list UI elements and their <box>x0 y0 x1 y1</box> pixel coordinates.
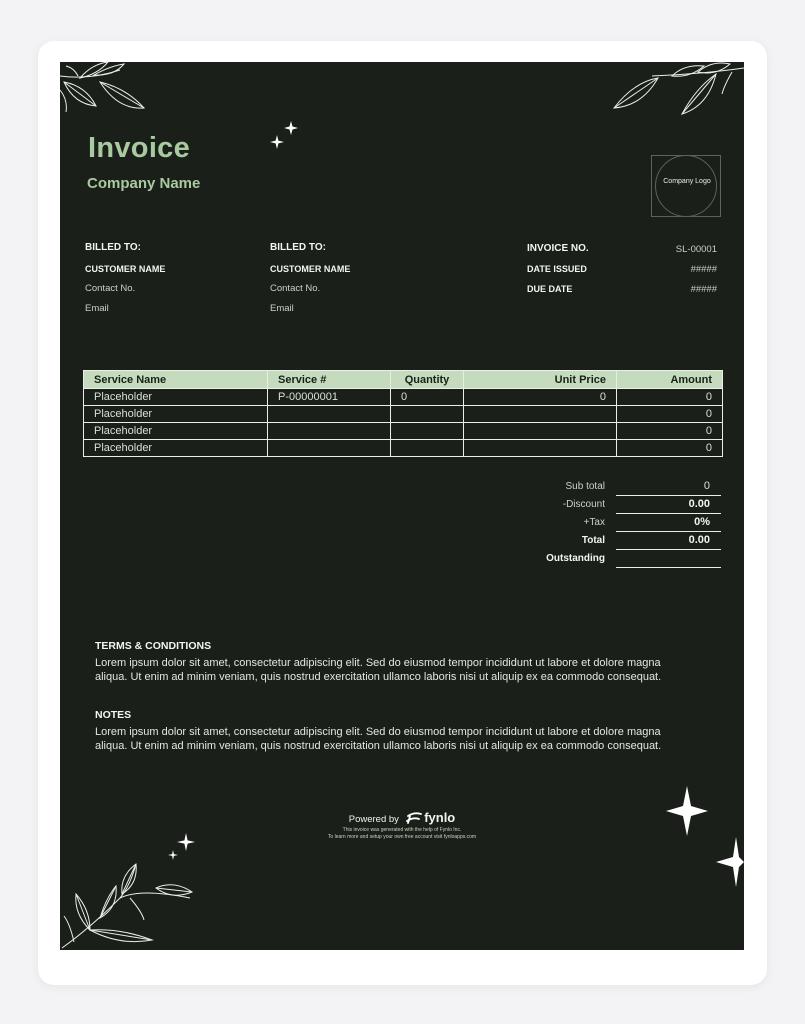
amount-cell: 0 <box>617 406 723 423</box>
invoice-no-value: SL-00001 <box>675 244 717 255</box>
subtotal-line <box>616 495 721 496</box>
email: Email <box>85 303 109 314</box>
items-table <box>83 370 723 457</box>
col-amount: Amount <box>617 371 723 389</box>
terms-body: Lorem ipsum dolor sit amet, consectetur adipiscing elit. Sed do eiusmod tempor incididunt ut labore et dolore magna aliqua. Ut enim ad minim veniam, quis nostrud exercitation ullamco laboris nisi ut aliquip ex ea commodo consequat. <box>95 657 662 683</box>
service-name-cell: Placeholder <box>84 389 268 406</box>
quantity-cell <box>391 423 464 440</box>
notes-heading: NOTES <box>95 709 132 721</box>
service-name-cell: Placeholder <box>84 406 268 423</box>
logo-circle <box>655 155 717 217</box>
email: Email <box>270 303 294 314</box>
customer-name: CUSTOMER NAME <box>85 264 166 274</box>
invoice-document <box>60 62 744 950</box>
terms-heading: TERMS & CONDITIONS <box>95 640 212 652</box>
table-row <box>84 389 723 406</box>
leaf-branch-icon <box>60 858 196 950</box>
customer-name: CUSTOMER NAME <box>270 264 351 274</box>
powered-by-text: Powered by <box>348 814 399 825</box>
leaf-branch-icon <box>60 62 150 122</box>
total-line <box>616 549 721 550</box>
company-name: Company Name <box>87 175 201 192</box>
table-row <box>84 440 723 457</box>
table-header-row <box>84 371 723 389</box>
total-value: 0.00 <box>688 534 710 546</box>
amount-cell: 0 <box>617 440 723 457</box>
col-unit-price: Unit Price <box>464 371 617 389</box>
service-number-cell <box>268 406 391 423</box>
amount-cell: 0 <box>617 389 723 406</box>
invoice-no-label: INVOICE NO. <box>527 243 589 254</box>
col-service-number: Service # <box>268 371 391 389</box>
leaf-branch-icon <box>612 62 744 116</box>
due-date-label: DUE DATE <box>527 284 573 294</box>
notes-body: Lorem ipsum dolor sit amet, consectetur adipiscing elit. Sed do eiusmod tempor incididunt ut labore et dolore magna aliqua. Ut enim ad minim veniam, quis nostrud exercitation ullamco laboris nisi ut aliquip ex ea commodo consequat. <box>95 726 662 752</box>
date-issued-label: DATE ISSUED <box>527 264 587 274</box>
subtotal-label: Sub total <box>565 481 605 492</box>
sparkle-icon <box>664 784 710 838</box>
unit-price-cell <box>464 440 617 457</box>
date-issued-value: ##### <box>690 264 717 275</box>
col-quantity: Quantity <box>391 371 464 389</box>
due-date-value: ##### <box>690 284 717 295</box>
powered-by <box>60 810 744 825</box>
contact-no: Contact No. <box>85 283 136 294</box>
company-logo-placeholder <box>651 155 721 217</box>
quantity-cell <box>391 440 464 457</box>
fynlo-logo-icon <box>406 812 422 824</box>
quantity-cell <box>391 406 464 423</box>
service-number-cell <box>268 440 391 457</box>
unit-price-cell <box>464 406 617 423</box>
billed-to-heading: BILLED TO: <box>85 242 141 253</box>
col-service-name: Service Name <box>84 371 268 389</box>
tax-value: 0% <box>694 516 710 528</box>
outstanding-label: Outstanding <box>546 553 605 564</box>
subtotal-value: 0 <box>703 480 710 492</box>
discount-value: 0.00 <box>688 498 710 510</box>
tax-line <box>616 531 721 532</box>
amount-cell: 0 <box>617 423 723 440</box>
footer-line-2: To learn more and setup your own free account visit fynloapps.com <box>327 834 477 840</box>
quantity-cell: 0 <box>391 389 464 406</box>
unit-price-cell <box>464 423 617 440</box>
tax-label: +Tax <box>583 517 605 528</box>
logo-text: Company Logo <box>663 178 711 185</box>
discount-label: -Discount <box>562 499 605 510</box>
footer-line-1: This invoice was generated with the help of Fynlo Inc. <box>342 827 462 833</box>
service-name-cell: Placeholder <box>84 440 268 457</box>
billed-to-heading: BILLED TO: <box>270 242 326 253</box>
total-label: Total <box>581 535 605 546</box>
contact-no: Contact No. <box>270 283 321 294</box>
service-number-cell <box>268 423 391 440</box>
unit-price-cell: 0 <box>464 389 617 406</box>
table-row <box>84 406 723 423</box>
service-name-cell: Placeholder <box>84 423 268 440</box>
table-row <box>84 423 723 440</box>
fynlo-brand: fynlo <box>424 810 456 825</box>
sparkle-icon <box>269 120 299 150</box>
invoice-title: Invoice <box>88 132 191 164</box>
sparkle-icon <box>712 835 744 889</box>
service-number-cell: P-00000001 <box>268 389 391 406</box>
outstanding-line <box>616 567 721 568</box>
discount-line <box>616 513 721 514</box>
